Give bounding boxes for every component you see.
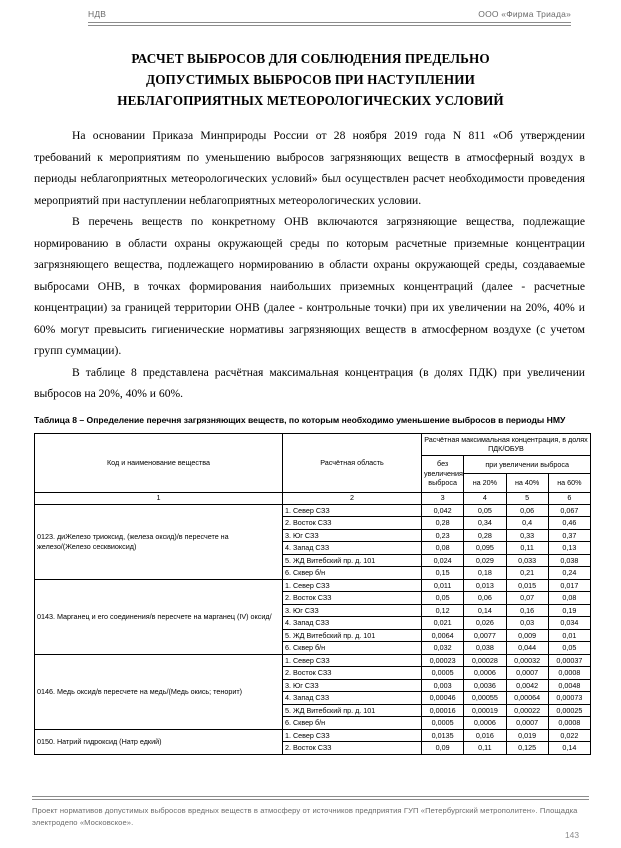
value-increase-40-cell: 0,015: [506, 579, 548, 592]
table-caption: Таблица 8 – Определение перечня загрязняющих веществ, по которым необходимо уменьшение выбросов в периоды НМУ: [34, 414, 566, 425]
value-increase-60-cell: 0,01: [548, 629, 590, 642]
th-increase-40: на 40%: [506, 474, 548, 493]
calculation-area-cell: 6. Сквер б/н: [283, 567, 422, 580]
th-without-increase: без увеличения выброса: [422, 455, 464, 492]
value-increase-20-cell: 0,05: [464, 504, 506, 517]
value-without-increase-cell: 0,0005: [422, 667, 464, 680]
calculation-area-cell: 5. ЖД Витебский пр. д. 101: [283, 704, 422, 717]
value-without-increase-cell: 0,0005: [422, 717, 464, 730]
th-group-max-concentration: Расчётная максимальная концентрация, в долях ПДК/ОБУВ: [422, 433, 591, 455]
value-increase-20-cell: 0,00055: [464, 692, 506, 705]
value-without-increase-cell: 0,011: [422, 579, 464, 592]
value-without-increase-cell: 0,00046: [422, 692, 464, 705]
value-increase-40-cell: 0,00064: [506, 692, 548, 705]
value-increase-40-cell: 0,03: [506, 617, 548, 630]
calculation-area-cell: 2. Восток СЗЗ: [283, 742, 422, 755]
calculation-area-cell: 5. ЖД Витебский пр. д. 101: [283, 554, 422, 567]
value-without-increase-cell: 0,05: [422, 592, 464, 605]
value-increase-20-cell: 0,0006: [464, 717, 506, 730]
value-increase-60-cell: 0,14: [548, 742, 590, 755]
table-row: [35, 729, 591, 742]
value-increase-40-cell: 0,00022: [506, 704, 548, 717]
value-increase-40-cell: 0,0007: [506, 717, 548, 730]
value-increase-20-cell: 0,28: [464, 529, 506, 542]
value-increase-60-cell: 0,0008: [548, 717, 590, 730]
th-increase-60: на 60%: [548, 474, 590, 493]
value-increase-40-cell: 0,33: [506, 529, 548, 542]
paragraph-2: В перечень веществ по конкретному ОНВ включаются загрязняющие вещества, подлежащие нормированию в области охраны окружающей среды по которым расчетные приземные концентрации загрязняющего вещества, подлежащего нормированию в области охраны окружающей среды, создаваемые выбросами ОНВ, в точках формирования наибольших приземных концентраций (далее - расчетные концентрации) за границей территории ОНВ (далее - контрольные точки) при их увеличении на 20%, 40% и 60% могут превысить гигиенические нормативы загрязняющих веществ в атмосферном воздухе (с учетом групп суммации).: [34, 215, 585, 357]
header-divider: [88, 22, 571, 26]
value-increase-40-cell: 0,16: [506, 604, 548, 617]
footer-text: Проект нормативов допустимых выбросов вредных веществ в атмосферу от источников предприятия ГУП «Петербургский метрополитен». Площадка электродепо «Московское».: [32, 806, 578, 827]
page-title: [58, 48, 563, 111]
value-increase-60-cell: 0,022: [548, 729, 590, 742]
value-increase-60-cell: 0,038: [548, 554, 590, 567]
value-increase-40-cell: 0,07: [506, 592, 548, 605]
value-increase-60-cell: 0,00025: [548, 704, 590, 717]
value-increase-40-cell: 0,044: [506, 642, 548, 655]
col-number-6: 6: [548, 492, 590, 504]
value-without-increase-cell: 0,12: [422, 604, 464, 617]
value-increase-20-cell: 0,00019: [464, 704, 506, 717]
value-increase-60-cell: 0,00073: [548, 692, 590, 705]
th-substance-code-name: Код и наименование вещества: [35, 433, 283, 492]
calculation-area-cell: 3. Юг СЗЗ: [283, 604, 422, 617]
substance-name-cell: 0123. диЖелезо триоксид, (железа оксид)/в пересчете на железо/(Железо сесквиоксид): [35, 504, 283, 579]
value-without-increase-cell: 0,15: [422, 567, 464, 580]
value-increase-40-cell: 0,21: [506, 567, 548, 580]
calculation-area-cell: 4. Запад СЗЗ: [283, 692, 422, 705]
page-title-line-3: НЕБЛАГОПРИЯТНЫХ МЕТЕОРОЛОГИЧЕСКИХ УСЛОВИЙ: [117, 93, 504, 108]
table-row: [35, 579, 591, 592]
value-increase-60-cell: 0,067: [548, 504, 590, 517]
calculation-area-cell: 1. Север СЗЗ: [283, 504, 422, 517]
value-increase-40-cell: 0,11: [506, 542, 548, 555]
value-without-increase-cell: 0,024: [422, 554, 464, 567]
value-increase-60-cell: 0,46: [548, 517, 590, 530]
value-without-increase-cell: 0,28: [422, 517, 464, 530]
header-left-label: НДВ: [88, 9, 107, 19]
body-content: [34, 111, 588, 755]
value-increase-60-cell: 0,00037: [548, 654, 590, 667]
substance-name-cell: 0143. Марганец и его соединения/в пересчете на марганец (IV) оксид/: [35, 579, 283, 654]
paragraph-1: На основании Приказа Минприроды России от 28 ноября 2019 года N 811 «Об утверждении требований к мероприятиям по уменьшению выбросов загрязняющих веществ в атмосферный воздух в периоды неблагоприятных метеорологических условий» был осуществлен расчет необходимости проведения мероприятий при наступлении неблагоприятных метеорологических условии.: [34, 129, 585, 207]
substance-name-cell: 0150. Натрий гидроксид (Натр едкий): [35, 729, 283, 754]
table-header-row-1: [35, 433, 591, 455]
value-increase-20-cell: 0,11: [464, 742, 506, 755]
header-right-label: ООО «Фирма Триада»: [478, 9, 571, 19]
footer-divider: [32, 796, 589, 800]
value-increase-20-cell: 0,34: [464, 517, 506, 530]
value-without-increase-cell: 0,0064: [422, 629, 464, 642]
calculation-area-cell: 4. Запад СЗЗ: [283, 617, 422, 630]
table-body: [35, 504, 591, 754]
value-without-increase-cell: 0,0135: [422, 729, 464, 742]
calculation-area-cell: 6. Сквер б/н: [283, 717, 422, 730]
substance-name-cell: 0146. Медь оксид/в пересчете на медь/(Медь окись; тенорит): [35, 654, 283, 729]
value-increase-20-cell: 0,029: [464, 554, 506, 567]
value-increase-20-cell: 0,026: [464, 617, 506, 630]
value-increase-60-cell: 0,08: [548, 592, 590, 605]
value-without-increase-cell: 0,032: [422, 642, 464, 655]
value-without-increase-cell: 0,042: [422, 504, 464, 517]
calculation-area-cell: 5. ЖД Витебский пр. д. 101: [283, 629, 422, 642]
value-increase-40-cell: 0,4: [506, 517, 548, 530]
value-increase-40-cell: 0,0042: [506, 679, 548, 692]
value-increase-20-cell: 0,14: [464, 604, 506, 617]
table-column-number-row: [35, 492, 591, 504]
value-increase-40-cell: 0,06: [506, 504, 548, 517]
page-title-line-2: ДОПУСТИМЫХ ВЫБРОСОВ ПРИ НАСТУПЛЕНИИ: [146, 72, 475, 87]
table-head: [35, 433, 591, 504]
value-increase-60-cell: 0,034: [548, 617, 590, 630]
emissions-table: [34, 433, 591, 755]
col-number-3: 3: [422, 492, 464, 504]
calculation-area-cell: 3. Юг СЗЗ: [283, 679, 422, 692]
value-increase-60-cell: 0,24: [548, 567, 590, 580]
calculation-area-cell: 2. Восток СЗЗ: [283, 667, 422, 680]
value-without-increase-cell: 0,09: [422, 742, 464, 755]
value-increase-20-cell: 0,013: [464, 579, 506, 592]
table-row: [35, 654, 591, 667]
calculation-area-cell: 6. Сквер б/н: [283, 642, 422, 655]
value-increase-60-cell: 0,05: [548, 642, 590, 655]
value-increase-60-cell: 0,0008: [548, 667, 590, 680]
value-increase-20-cell: 0,0036: [464, 679, 506, 692]
paragraph-3: В таблице 8 представлена расчётная максимальная концентрация (в долях ПДК) при увеличении выбросов на 20%, 40% и 60%.: [34, 365, 585, 400]
th-calculation-area: Расчётная область: [283, 433, 422, 492]
value-increase-40-cell: 0,00032: [506, 654, 548, 667]
table-row: [35, 504, 591, 517]
value-increase-20-cell: 0,016: [464, 729, 506, 742]
value-increase-60-cell: 0,37: [548, 529, 590, 542]
value-without-increase-cell: 0,021: [422, 617, 464, 630]
value-without-increase-cell: 0,00016: [422, 704, 464, 717]
value-increase-60-cell: 0,19: [548, 604, 590, 617]
value-increase-40-cell: 0,009: [506, 629, 548, 642]
value-increase-60-cell: 0,13: [548, 542, 590, 555]
value-increase-40-cell: 0,033: [506, 554, 548, 567]
col-number-4: 4: [464, 492, 506, 504]
value-without-increase-cell: 0,00023: [422, 654, 464, 667]
value-increase-60-cell: 0,0048: [548, 679, 590, 692]
calculation-area-cell: 3. Юг СЗЗ: [283, 529, 422, 542]
col-number-2: 2: [283, 492, 422, 504]
value-increase-20-cell: 0,06: [464, 592, 506, 605]
value-increase-20-cell: 0,0006: [464, 667, 506, 680]
page-footer: [32, 796, 589, 840]
value-increase-20-cell: 0,095: [464, 542, 506, 555]
value-increase-20-cell: 0,0077: [464, 629, 506, 642]
value-increase-40-cell: 0,125: [506, 742, 548, 755]
page-number: 143: [565, 830, 579, 840]
col-number-1: 1: [35, 492, 283, 504]
calculation-area-cell: 1. Север СЗЗ: [283, 579, 422, 592]
col-number-5: 5: [506, 492, 548, 504]
value-increase-20-cell: 0,18: [464, 567, 506, 580]
value-without-increase-cell: 0,003: [422, 679, 464, 692]
calculation-area-cell: 4. Запад СЗЗ: [283, 542, 422, 555]
value-without-increase-cell: 0,08: [422, 542, 464, 555]
calculation-area-cell: 1. Север СЗЗ: [283, 654, 422, 667]
value-increase-40-cell: 0,019: [506, 729, 548, 742]
th-group-with-increase: при увеличении выброса: [464, 455, 591, 474]
value-increase-40-cell: 0,0007: [506, 667, 548, 680]
value-without-increase-cell: 0,23: [422, 529, 464, 542]
value-increase-20-cell: 0,00028: [464, 654, 506, 667]
calculation-area-cell: 2. Восток СЗЗ: [283, 517, 422, 530]
value-increase-60-cell: 0,017: [548, 579, 590, 592]
value-increase-20-cell: 0,038: [464, 642, 506, 655]
th-increase-20: на 20%: [464, 474, 506, 493]
page-title-line-1: РАСЧЕТ ВЫБРОСОВ ДЛЯ СОБЛЮДЕНИЯ ПРЕДЕЛЬНО: [131, 51, 490, 66]
calculation-area-cell: 2. Восток СЗЗ: [283, 592, 422, 605]
calculation-area-cell: 1. Север СЗЗ: [283, 729, 422, 742]
running-header: [32, 0, 589, 22]
